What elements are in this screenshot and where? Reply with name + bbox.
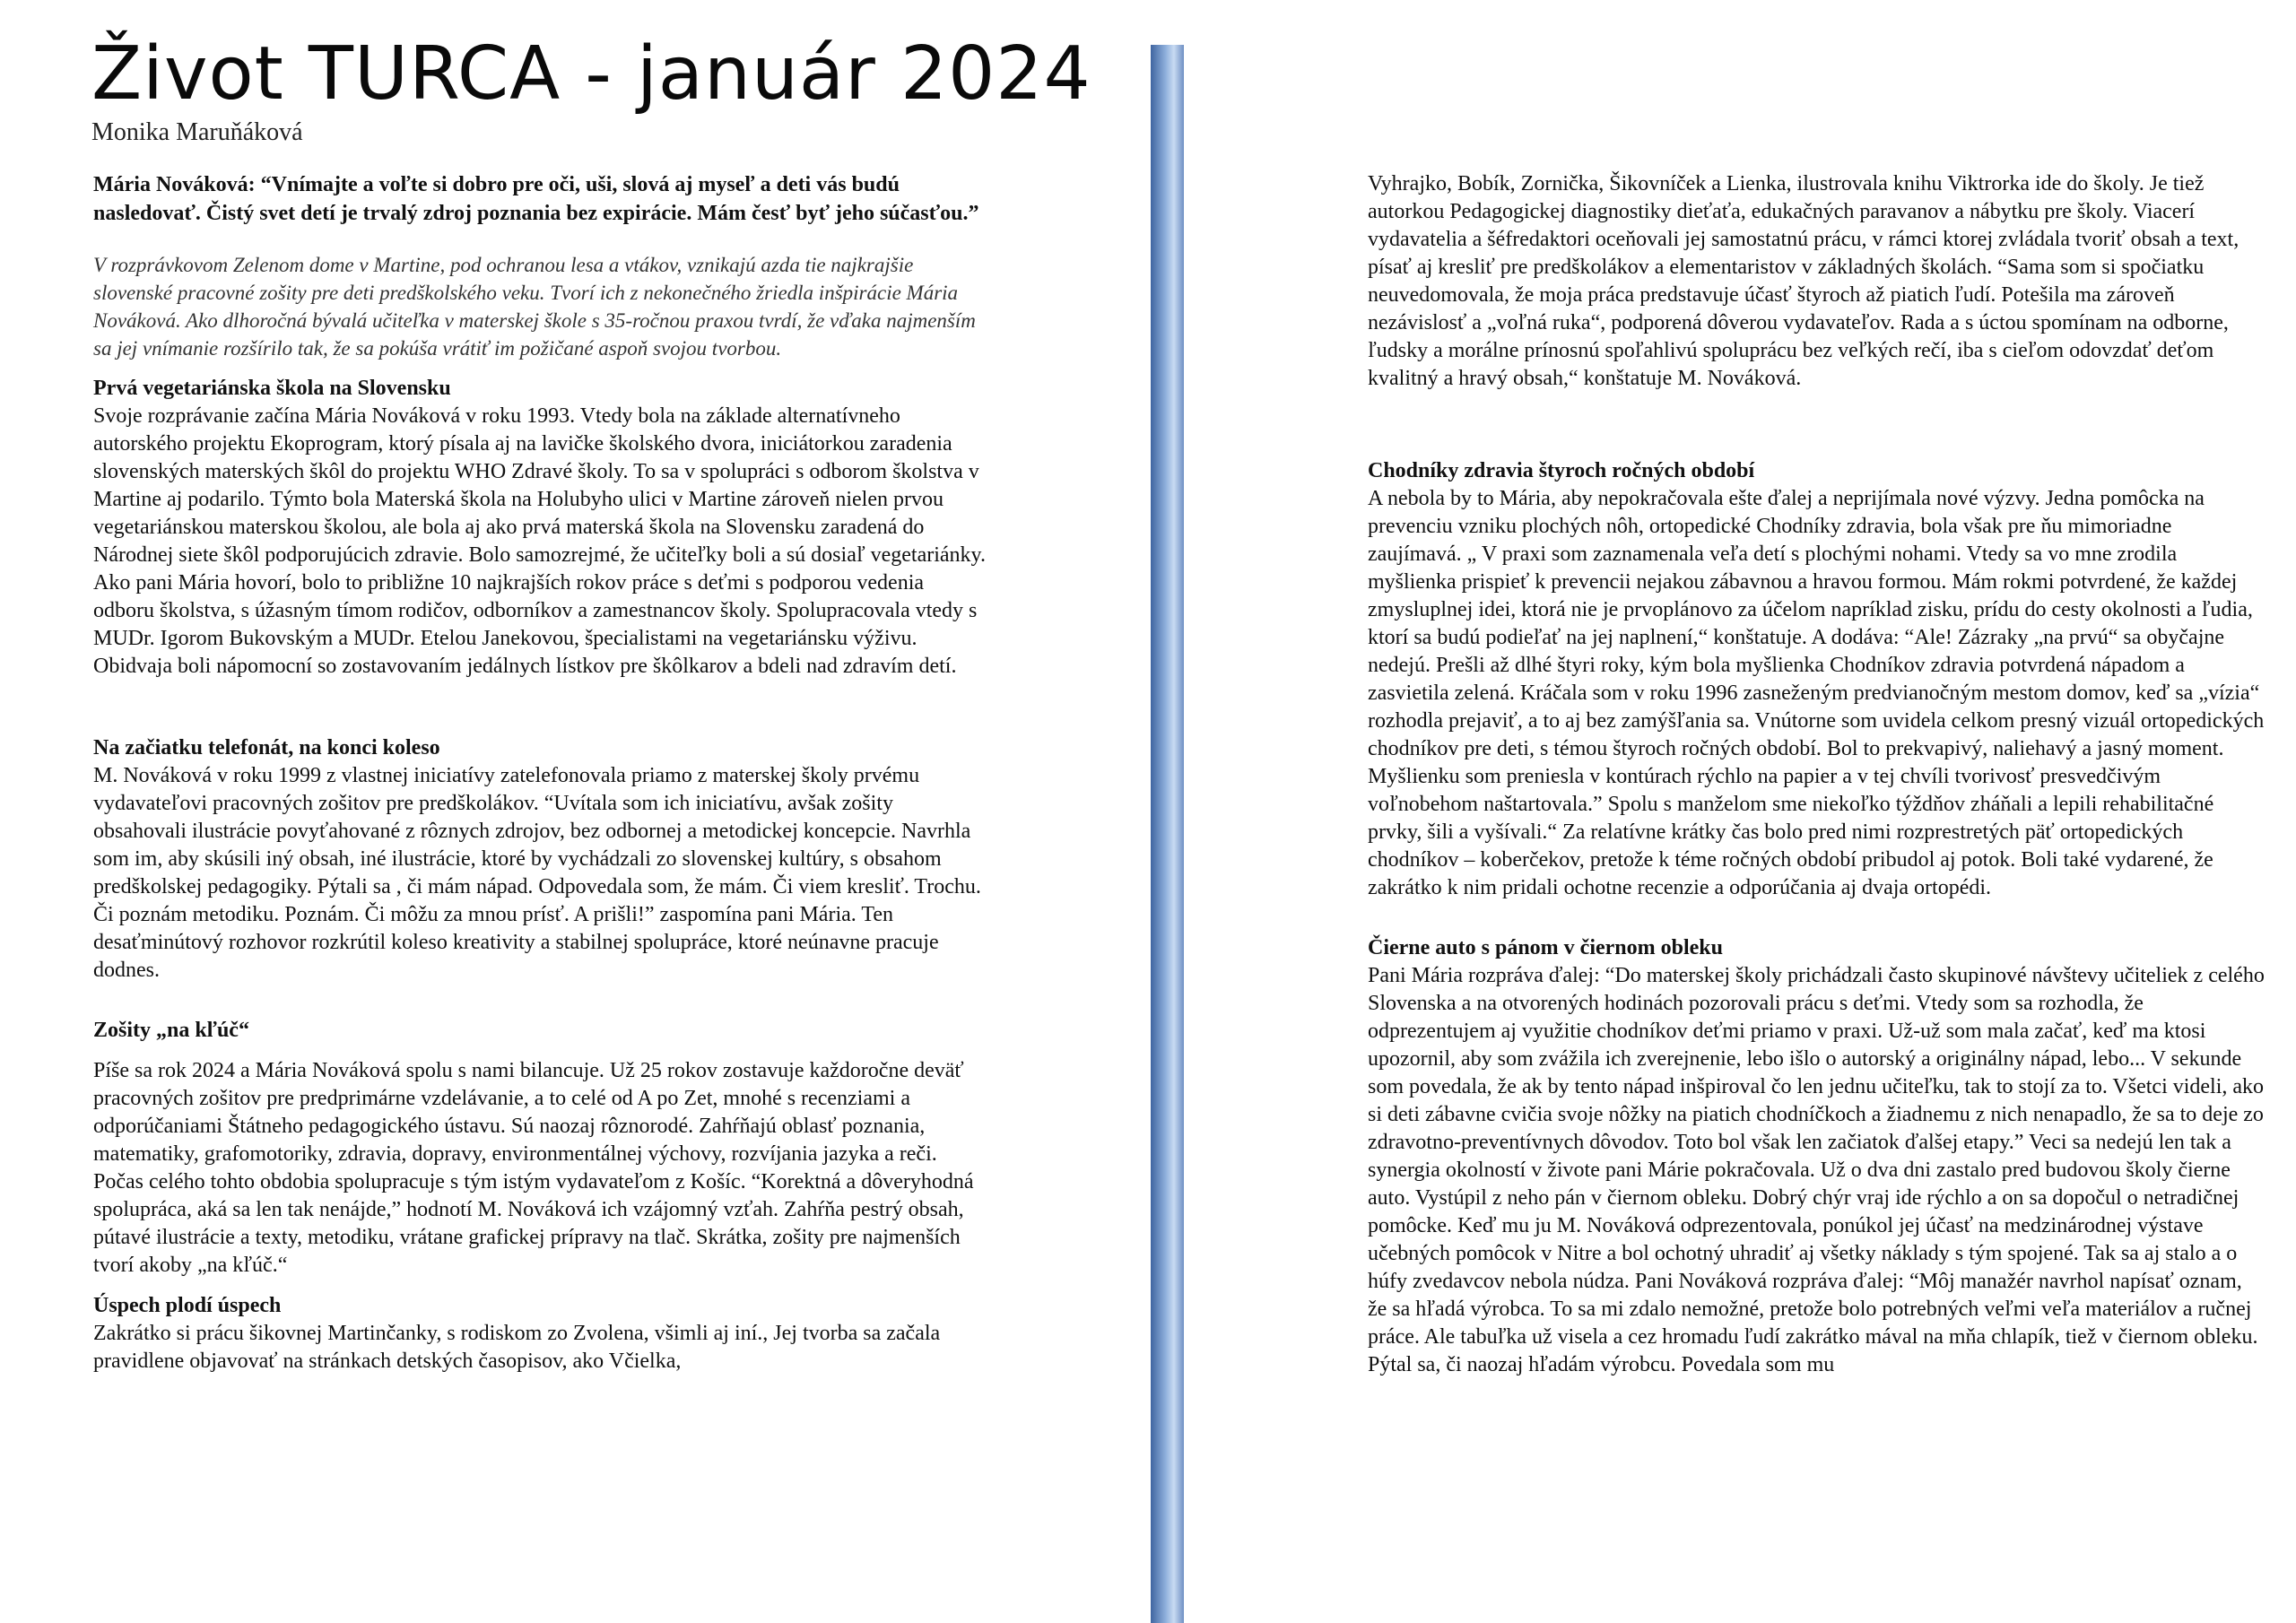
- section-title: Čierne auto s pánom v čiernom obleku: [1368, 936, 1723, 959]
- section-title: Na začiatku telefonát, na konci koleso: [93, 736, 440, 759]
- left-column: [93, 170, 990, 1376]
- section-black-car: [1368, 934, 2265, 1379]
- section-workbooks: [93, 1017, 990, 1280]
- section-phone-call: [93, 734, 990, 985]
- section-text: Svoje rozprávanie začína Mária Nováková v roku 1993. Vtedy bola na základe alternatívneho autorského projektu Ekoprogram, ktorý písala aj na lavičke školského dvora, iniciátorkou zaradenia slovenských materských škôl do projektu WHO Zdravé školy. To sa v spolupráci s odborom školstva v Martine aj podarilo. Týmto bola Materská škola na Holubyho ulici v Martine zároveň nielen prvou vegetariánskou materskou školou, ale bola aj ako prvá materská škola na Slovensku zaradená do Národnej siete škôl podporujúcich zdravie. Bolo samozrejmé, že učiteľky boli a sú dosiaľ vegetariánky. Ako pani Mária hovorí, bolo to približne 10 najkrajších rokov práce s deťmi s podporou vedenia odboru školstva, s úžasným tímom rodičov, odborníkov a zamestnancov školy. Spolupracovala vtedy s MUDr. Igorom Bukovským a MUDr. Etelou Janekovou, špecialistami na vegetariánsku výživu. Obidvaja boli nápomocní so zostavovaním jedálnych lístkov pre škôlkarov a bdeli nad zdravím detí.: [93, 404, 986, 678]
- section-title: Chodníky zdravia štyroch ročných období: [1368, 459, 1755, 482]
- continued-text: Vyhrajko, Bobík, Zornička, Šikovníček a Lienka, ilustrovala knihu Viktrorka ide do školy. Je tiež autorkou Pedagogickej diagnostiky dieťaťa, edukačných paravanov a nábytku pre školy. Viacerí vydavatelia a šéfredaktori oceňovali jej samostatnú prácu, v rámci ktorej zvládala tvoriť obsah a text, písať aj kresliť pre predškolákov a elementaristov v základných školách. “Sama som si spočiatku neuvedomovala, že moja práca predstavuje účasť štyroch až piatich ľudí. Potešila ma zároveň nezávislosť a „voľná ruka“, podporená dôverou vydavateľov. Rada a s úctou spomínam na odborne, ľudsky a morálne prínosnú spoľahlivú spoluprácu bez veľkých rečí, iba s cieľom odovzdať deťom kvalitný a hravý obsah,“ konštatuje M. Nováková.: [1368, 172, 2239, 390]
- section-health-paths: [1368, 457, 2265, 902]
- page-divider: [1151, 45, 1184, 1623]
- right-page: [1184, 0, 2296, 1623]
- section-title: Zošity „na kľúč“: [93, 1019, 249, 1042]
- right-column: [1368, 170, 2265, 1379]
- section-vegetarian-school: [93, 375, 990, 681]
- section-text: Pani Mária rozpráva ďalej: “Do materskej školy prichádzali často skupinové návštevy učiteliek z celého Slovenska a na otvorených hodinách pozorovali prácu s deťmi. Vtedy som sa rozhodla, že odprezentujem aj využitie chodníkov deťmi priamo v praxi. Už-už som mala začať, keď ma ktosi upozornil, aby som zvážila ich zverejnenie, lebo išlo o autorský a originálny nápad, lebo... V sekunde som povedala, že ak by tento nápad inšpiroval čo len jednu učiteľku, tak to stojí za to. Všetci videli, ako si deti zábavne cvičia svoje nôžky na piatich chodníčkoch a žiadnemu z nich nenapadlo, že sa to deje zo zdravotno-preventívnych dôvodov. Toto bol však len začiatok ďalšej etapy.” Veci sa nedejú len tak a synergia okolností v živote pani Márie pokračovala. Už o dva dni zastalo pred budovou školy čierne auto. Vystúpil z neho pán v čiernom obleku. Dobrý chýr vraj ide rýchlo a on sa dopočul o netradičnej pomôcke. Keď mu ju M. Nováková odprezentovala, ponúkol jej účasť na medzinárodnej výstave učebných pomôcok v Nitre a bol ochotný uhradiť aj všetky náklady s tým spojené. Tak sa aj stalo a o húfy zvedavcov nebola núdza. Pani Nováková rozpráva ďalej: “Môj manažér navrhol napísať oznam, že sa hľadá výrobca. To sa mi zdalo nemožné, pretože bolo potrebných veľmi veľa materiálov a ručnej práce. Ale tabuľka už visela a cez hromadu ľudí zakrátko mával na mňa chlapík, tiež v čiernom obleku. Pýtal sa, či naozaj hľadám výrobcu. Povedala som mu: [1368, 964, 2265, 1376]
- section-text: M. Nováková v roku 1999 z vlastnej iniciatívy zatelefonovala priamo z materskej školy prvému vydavateľovi pracovných zošitov pre predškolákov. “Uvítala som ich iniciatívu, avšak zošity obsahovali ilustrácie povyťahované z rôznych zdrojov, bez odbornej a metodickej koncepcie. Navrhla som im, aby skúsili iný obsah, iné ilustrácie, ktoré by vychádzali zo slovenskej kultúry, s obsahom predškolskej pedagogiky. Pýtali sa , či mám nápad. Odpovedala som, že mám. Či viem kresliť. Trochu. Či poznám metodiku. Poznám. Či môžu za mnou prísť. A prišli!” zaspomína pani Mária. Ten desaťminútový rozhovor rozkrútil koleso kreativity a stabilnej spolupráce, ktoré neúnavne pracuje dodnes.: [93, 764, 981, 982]
- article-lead: V rozprávkovom Zelenom dome v Martine, pod ochranou lesa a vtákov, vznikajú azda tie najkrajšie slovenské pracovné zošity pre deti predškolského veku. Tvorí ich z nekonečného žriedla inšpirácie Mária Nováková. Ako dlhoročná bývalá učiteľka v materskej škole s 35-ročnou praxou tvrdí, že vďaka najmenším sa jej vnímanie rozšírilo tak, že sa pokúša vrátiť im požičané aspoň svojou tvorbou.: [93, 254, 976, 360]
- section-text: Zakrátko si prácu šikovnej Martinčanky, s rodiskom zo Zvolena, všimli aj iní., Jej tvorba sa začala pravidlene objavovať na stránkach detských časopisov, ako Včielka,: [93, 1322, 941, 1373]
- section-title: Úspech plodí úspech: [93, 1294, 282, 1317]
- author-name: Monika Maruňáková: [91, 118, 303, 146]
- section-text: A nebola by to Mária, aby nepokračovala ešte ďalej a neprijímala nové výzvy. Jedna pomôcka na prevenciu vzniku plochých nôh, ortopedické Chodníky zdravia, bola však pre ňu mimoriadne zaujímavá. „ V praxi som zaznamenala veľa detí s plochými nohami. Vtedy sa vo mne zrodila myšlienka prispieť k prevencii nejakou zábavnou a hravou formou. Mám rokmi potvrdené, že každej zmysluplnej idei, ktorá nie je prvoplánovo za účelom napríklad zisku, prídu do cesty okolnosti a ľudia, ktorí sa budú podieľať na jej naplnení,“ konštatuje. A dodáva: “Ale! Zázraky „na prvú“ sa obyčajne nedejú. Prešli až dlhé štyri roky, kým bola myšlienka Chodníkov zdravia potvrdená nápadom a zasvietila zelená. Kráčala som v roku 1996 zasneženým predvianočným mestom domov, keď sa „vízia“ rozhodla prejaviť, a to aj bez zamýšľania sa. Vnútorne som uvidela celkom presný vizuál ortopedických chodníkov pre deti, s témou štyroch ročných období. Bol to prekvapivý, naliehavý a jasný moment. Myšlienku som preniesla v kontúrach rýchlo na papier a v tej chvíli tvorivosť presvedčivým voľnobehom naštartovala.” Spolu s manželom sme niekoľko týždňov zháňali a lepili rehabilitačné prvky, šili a vyšívali.“ Za relatívne krátky čas bolo pred nimi rozprestretých päť ortopedických chodníkov – koberčekov, pretože k téme ročných období pribudol aj potok. Boli také vydarené, že zakrátko k nim pridali ochotne recenzie a odporúčania aj dvaja ortopédi.: [1368, 487, 2265, 899]
- section-text: Píše sa rok 2024 a Mária Nováková spolu s nami bilancuje. Už 25 rokov zostavuje každoročne deväť pracovných zošitov pre predprimárne vzdelávanie, a to celé od A po Zet, mnohé s recenziami a odporúčaniami Štátneho pedagogického ústavu. Sú naozaj rôznorodé. Zahŕňajú oblasť poznania, matematiky, grafomotoriky, zdravia, dopravy, environmentálnej výchovy, rozvíjania jazyka a reči. Počas celého tohto obdobia spolupracuje s tým istým vydavateľom z Košíc. “Korektná a dôveryhodná spolupráca, aká sa len tak nenájde,” hodnotí M. Nováková ich vzájomný vzťah. Zahŕňa pestrý obsah, pútavé ilustrácie a texty, metodiku, vrátane grafickej prípravy na tlač. Skrátka, zošity pre najmenších tvorí akoby „na kľúč.“: [93, 1059, 974, 1277]
- section-success: [93, 1292, 990, 1376]
- page-title: Život TURCA - január 2024: [91, 31, 1091, 117]
- article-headline: Mária Nováková: “Vnímajte a voľte si dobro pre oči, uši, slová aj myseľ a deti vás budú nasledovať. Čistý svet detí je trvalý zdroj poznania bez expirácie. Mám česť byť jeho súčasťou.”: [93, 173, 979, 225]
- section-title: Prvá vegetariánska škola na Slovensku: [93, 377, 451, 400]
